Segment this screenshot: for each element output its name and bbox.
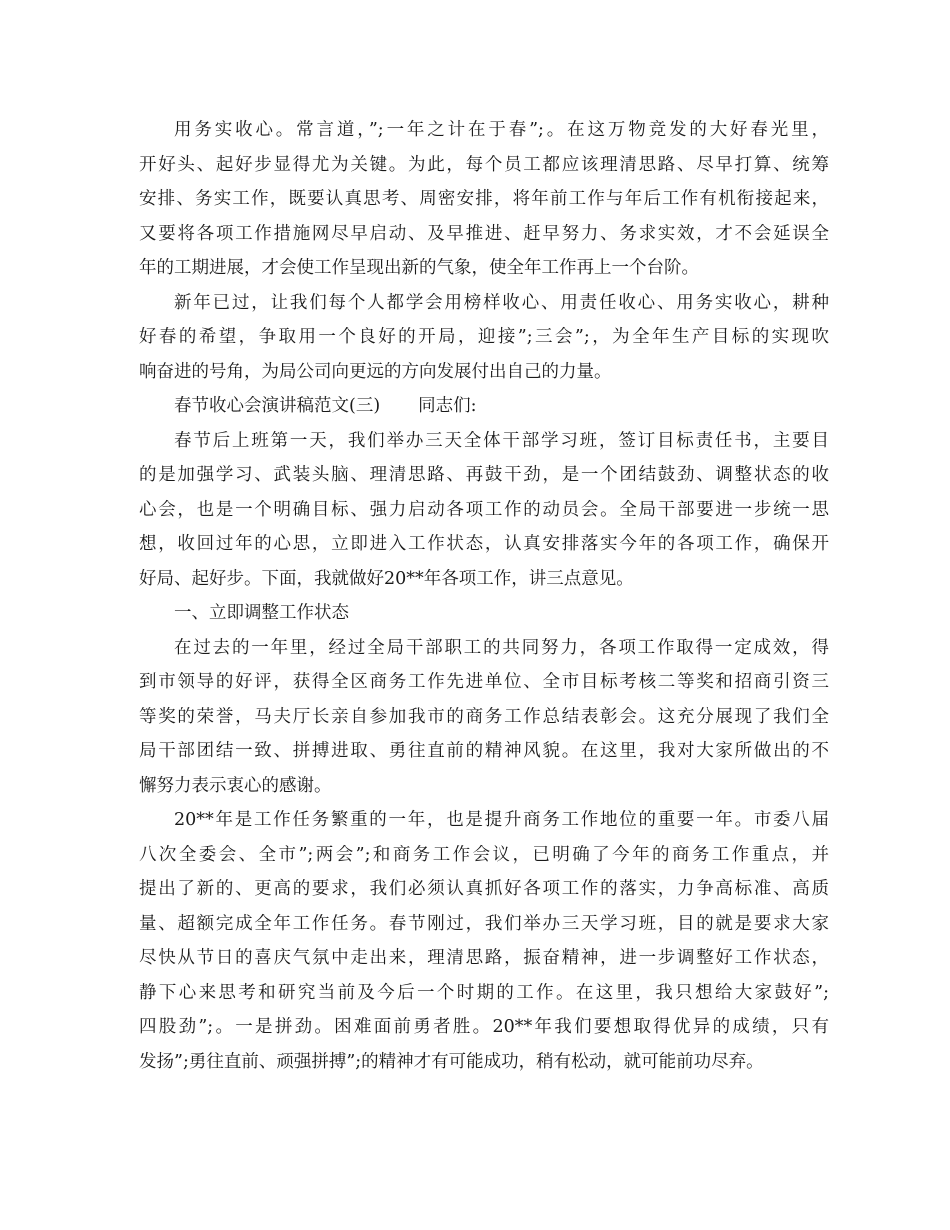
text-line: 提出了新的、更高的要求，我们必须认真抓好各项工作的落实，力争高标准、高质 bbox=[139, 879, 829, 899]
section-heading: 春节收心会演讲稿范文(三) bbox=[174, 396, 381, 416]
text-line: 心会，也是一个明确目标、强力启动各项工作的动员会。全局干部要进一步统一思 bbox=[139, 499, 829, 520]
text-line: 好局、起好步。下面，我就做好20**年各项工作，讲三点意见。 bbox=[139, 568, 634, 589]
section-heading-line bbox=[139, 389, 829, 424]
text-line: 懈努力表示衷心的感谢。 bbox=[139, 775, 332, 796]
text-line: 年的工期进展，才会使工作呈现出新的气象，使全年工作再上一个台阶。 bbox=[139, 258, 699, 278]
text-line: 开好头、起好步显得尤为关键。为此，每个员工都应该理清思路、尽早打算、统筹 bbox=[139, 154, 829, 175]
text-line: 尽快从节日的喜庆气氛中走出来，理清思路，振奋精神，进一步调整好工作状态， bbox=[139, 948, 829, 968]
text-line: 在过去的一年里，经过全局干部职工的共同努力，各项工作取得一定成效，得 bbox=[174, 637, 829, 658]
salutation: 同志们: bbox=[418, 396, 477, 416]
text-line: 到市领导的好评，获得全区商务工作先进单位、全市目标考核二等奖和招商引资三 bbox=[139, 672, 829, 692]
text-line: 响奋进的号角，为局公司向更远的方向发展付出自己的力量。 bbox=[139, 361, 612, 382]
text-line: 量、超额完成全年工作任务。春节刚过，我们举办三天学习班，目的就是要求大家 bbox=[139, 913, 829, 934]
text-line: 想，收回过年的心思，立即进入工作状态，认真安排落实今年的各项工作，确保开 bbox=[139, 534, 829, 554]
text-line: 新年已过，让我们每个人都学会用榜样收心、用责任收心、用务实收心，耕种 bbox=[174, 292, 829, 313]
text-line: 局干部团结一致、拼搏进取、勇往直前的精神风貌。在这里，我对大家所做出的不 bbox=[139, 741, 829, 761]
text-line: 四股劲”;。一是拼劲。困难面前勇者胜。20**年我们要想取得优异的成绩，只有 bbox=[139, 1017, 829, 1037]
subsection-heading: 一、立即调整工作状态 bbox=[174, 603, 349, 623]
text-line: 发扬”;勇往直前、顽强拼搏”;的精神才有可能成功，稍有松动，就可能前功尽弃。 bbox=[139, 1051, 764, 1072]
text-line: 好春的希望，争取用一个良好的开局，迎接”;三会”;，为全年生产目标的实现吹 bbox=[139, 327, 829, 347]
text-line: 八次全委会、全市”;两会”;和商务工作会议，已明确了今年的商务工作重点，并 bbox=[139, 844, 829, 865]
document-body bbox=[139, 113, 829, 1079]
text-line: 20**年是工作任务繁重的一年，也是提升商务工作地位的重要一年。市委八届 bbox=[174, 810, 829, 830]
text-line: 又要将各项工作措施网尽早启动、及早推进、赶早努力、务求实效，才不会延误全 bbox=[139, 223, 829, 244]
text-line: 等奖的荣誉，马夫厅长亲自参加我市的商务工作总结表彰会。这充分展现了我们全 bbox=[139, 706, 829, 727]
text-line: 用务实收心。常言道，”;一年之计在于春”;。在这万物竞发的大好春光里， bbox=[174, 120, 829, 140]
text-line: 安排、务实工作，既要认真思考、周密安排，将年前工作与年后工作有机衔接起来， bbox=[139, 189, 829, 209]
text-line: 静下心来思考和研究当前及今后一个时期的工作。在这里，我只想给大家鼓好”; bbox=[139, 982, 829, 1003]
text-line: 春节后上班第一天，我们举办三天全体干部学习班，签订目标责任书，主要目 bbox=[174, 430, 829, 451]
text-line: 的是加强学习、武装头脑、理清思路、再鼓干劲，是一个团结鼓劲、调整状态的收 bbox=[139, 465, 829, 485]
